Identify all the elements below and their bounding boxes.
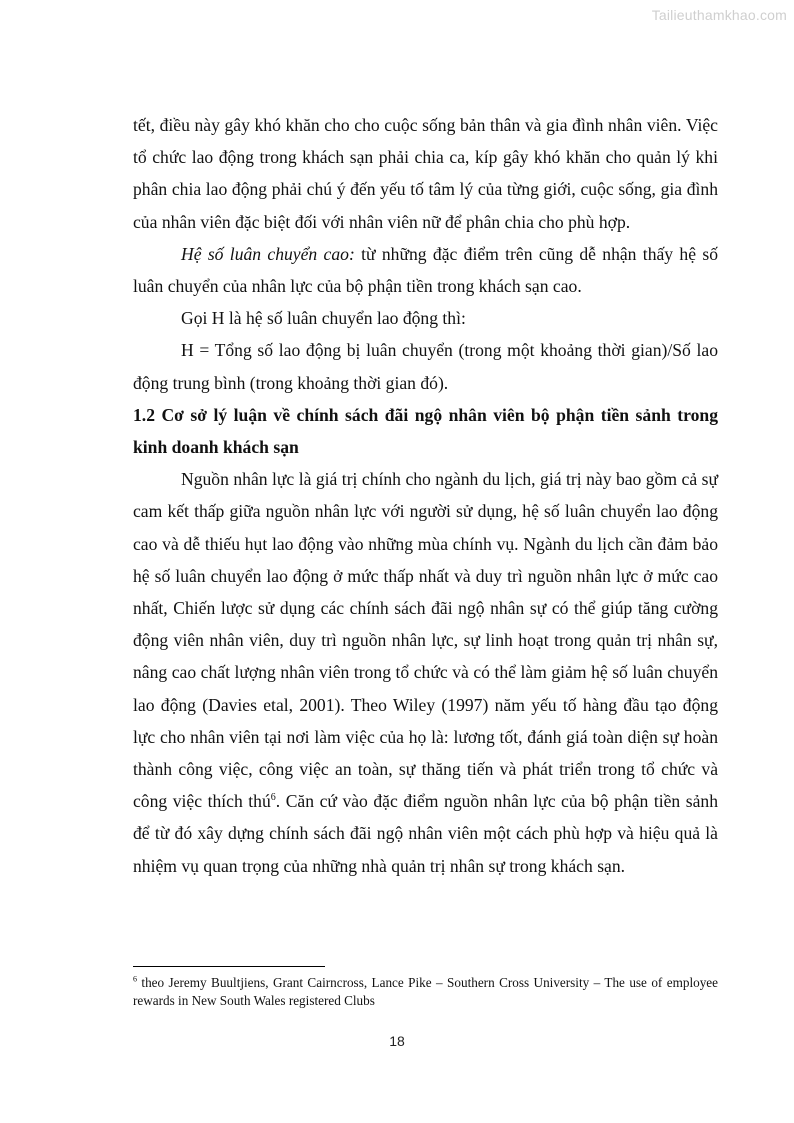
watermark: Tailieuthamkhao.com [651,7,787,23]
paragraph-text: Nguồn nhân lực là giá trị chính cho ngành du lịch, giá trị này bao gồm cả sự cam kết thấp giữa nguồn nhân lực với người sử dụng, hệ số luân chuyển lao động cao và dễ thiếu hụt lao động vào những mùa chính vụ. Ngành du lịch cần đảm bảo hệ số luân chuyển lao động ở mức thấp nhất và duy trì nguồn nhân lực ở mức cao nhất, Chiến lược sử dụng các chính sách đãi ngộ nhân sự có thể giúp tăng cường động viên nhân viên, duy trì nguồn nhân lực, sự linh hoạt trong quản trị nhân sự, nâng cao chất lượng nhân viên trong tổ chức và có thể làm giảm hệ số luân chuyển lao động (Davies etal, 2001). Theo Wiley (1997) năm yếu tố hàng đầu tạo động lực cho nhân viên tại nơi làm việc của họ là: lương tốt, đánh giá toàn diện sự hoàn thành công việc, công việc an toàn, sự thăng tiến và phát triển trong tổ chức và công việc thích thú [133,469,718,812]
page-number: 18 [389,1033,405,1049]
paragraph-text: từ những đặc điểm trên cũng dễ nhận thấy hệ số luân chuyển của nhân lực của bộ phận tiền trong khách sạn cao. [133,243,718,297]
footnote-reference[interactable]: 6 [270,792,276,804]
paragraph-continuation: tết, điều này gây khó khăn cho cho cuộc sống bản thân và gia đình nhân viên. Việc tổ chức lao động trong khách sạn phải chia ca, kíp gây khó khăn cho quản lý khi phân chia lao động phải chú ý đến yếu tố tâm lý của từng giới, cuộc sống, gia đình của nhân viên đặc biệt đối với nhân viên nữ để phân chia cho phù hợp. [133,115,718,232]
footnote-text: theo Jeremy Buultjiens, Grant Cairncross, Lance Pike – Southern Cross University – The use of employee rewards in New South Wales registered Clubs [133,975,718,1008]
paragraph-main [133,463,718,882]
paragraph-turnover-definition [133,238,718,302]
section-heading: 1.2 Cơ sở lý luận về chính sách đãi ngộ nhân viên bộ phận tiền sảnh trong kinh doanh khách sạn [133,404,718,458]
footnote-number: 6 [133,974,137,984]
footnote-separator [133,966,325,967]
footnote [133,974,718,1010]
paragraph-text: . Căn cứ vào đặc điểm nguồn nhân lực của bộ phận tiền sảnh để từ đó xây dựng chính sách đãi ngộ nhân viên một cách phù hợp và hiệu quả là nhiệm vụ quan trọng của những nhà quản trị nhân sự trong khách sạn. [133,791,718,876]
italic-term: Hệ số luân chuyển cao: [181,243,355,264]
paragraph-formula-intro: Gọi H là hệ số luân chuyển lao động thì: [181,308,466,329]
page-body [133,109,718,882]
paragraph-formula: H = Tổng số lao động bị luân chuyển (trong một khoảng thời gian)/Số lao động trung bình (trong khoảng thời gian đó). [133,340,718,393]
